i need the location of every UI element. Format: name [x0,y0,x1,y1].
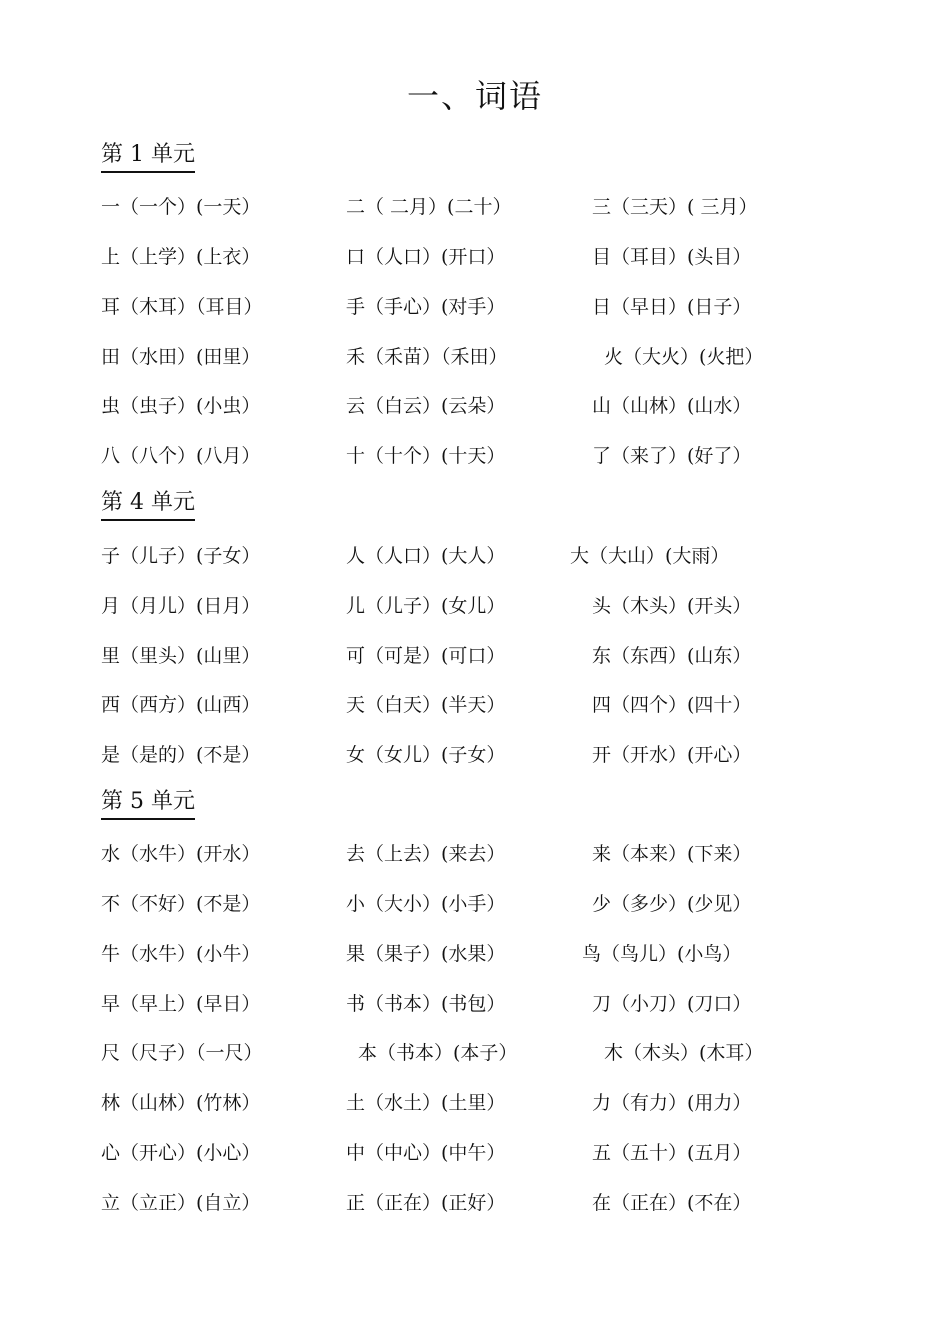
vocab-entry: 大（大山）(大雨） [570,545,730,567]
vocab-entry: 女（女儿）(子女） [346,744,506,766]
vocab-entry: 开（开水）(开心） [592,744,752,766]
vocab-row [0,939,950,969]
vocab-entry: 果（果子）(水果） [346,943,506,965]
vocab-entry: 牛（水牛）(小牛） [101,943,261,965]
vocab-entry: 小（大小）(小手） [346,893,506,915]
vocab-entry: 可（可是）(可口） [346,645,506,667]
vocab-entry: 是（是的）(不是） [101,744,261,766]
vocab-entry: 子（儿子）(子女） [101,545,261,567]
vocab-entry: 目（耳目）(头目） [592,246,752,268]
vocab-entry: 少（多少）(少见） [592,893,752,915]
page-title: 一、词语 [406,77,543,115]
vocab-entry: 月（月儿）(日月） [101,595,261,617]
vocab-entry: 了（来了）(好了） [592,445,752,467]
vocab-row [0,1188,950,1218]
vocab-entry: 手（手心）(对手） [346,296,506,318]
vocab-entry: 头（木头）(开头） [592,595,752,617]
vocab-row [0,889,950,919]
vocab-row [0,1138,950,1168]
vocab-entry: 立（立正）(自立） [101,1192,261,1214]
vocab-entry: 尺（尺子）（一尺） [101,1042,263,1064]
vocab-entry: 上（上学）(上衣） [101,246,261,268]
vocab-row [0,740,950,770]
vocab-entry: 耳（木耳）（耳目） [101,296,263,318]
vocab-entry: 西（西方）(山西） [101,694,261,716]
vocab-row [0,292,950,322]
vocab-entry: 三（三天）( 三月） [592,196,758,218]
vocab-row [0,591,950,621]
vocab-entry: 中（中心）(中午） [346,1142,506,1164]
vocab-entry: 心（开心）(小心） [101,1142,261,1164]
vocab-entry: 鸟（鸟儿）(小鸟） [582,943,742,965]
vocab-row [0,1038,950,1068]
vocab-row [0,441,950,471]
vocab-entry: 日（早日）(日子） [592,296,752,318]
vocab-row [0,839,950,869]
unit-heading: 第 1 单元 [101,140,195,173]
vocab-entry: 田（水田）(田里） [101,346,261,368]
vocab-entry: 里（里头）(山里） [101,645,261,667]
vocab-entry: 不（不好）(不是） [101,893,261,915]
vocab-entry: 木（木头）(木耳） [604,1042,764,1064]
vocab-row [0,242,950,272]
vocab-entry: 人（人口）(大人） [346,545,506,567]
vocab-entry: 四（四个）(四十） [592,694,752,716]
vocab-entry: 正（正在）(正好） [346,1192,506,1214]
unit-heading: 第 4 单元 [101,488,195,521]
vocab-entry: 在（正在）(不在） [592,1192,752,1214]
vocab-entry: 来（本来）(下来） [592,843,752,865]
vocab-entry: 东（东西）(山东） [592,645,752,667]
vocab-entry: 五（五十）(五月） [592,1142,752,1164]
vocab-entry: 儿（儿子）(女儿） [346,595,506,617]
vocab-entry: 土（水土）(土里） [346,1092,506,1114]
vocab-entry: 早（早上）(早日） [101,993,261,1015]
vocab-entry: 林（山林）(竹林） [101,1092,261,1114]
vocab-entry: 本（书本）(本子） [358,1042,518,1064]
vocab-entry: 刀（小刀）(刀口） [592,993,752,1015]
vocab-row [0,192,950,222]
vocab-entry: 力（有力）(用力） [592,1092,752,1114]
vocab-entry: 口（人口）(开口） [346,246,506,268]
vocab-entry: 山（山林）(山水） [592,395,752,417]
vocab-entry: 一（一个）(一天） [101,196,261,218]
vocab-entry: 虫（虫子）(小虫） [101,395,261,417]
vocab-row [0,541,950,571]
vocab-row [0,690,950,720]
vocab-row [0,342,950,372]
vocab-entry: 禾（禾苗）（禾田） [346,346,508,368]
vocab-entry: 十（十个）(十天） [346,445,506,467]
vocab-entry: 云（白云）(云朵） [346,395,506,417]
vocab-entry: 水（水牛）(开水） [101,843,261,865]
vocab-entry: 书（书本）(书包） [346,993,506,1015]
vocab-row [0,641,950,671]
vocab-entry: 天（白天）(半天） [346,694,506,716]
vocab-entry: 二（ 二月）(二十） [346,196,512,218]
vocab-entry: 去（上去）(来去） [346,843,506,865]
vocab-row [0,391,950,421]
vocab-row [0,989,950,1019]
vocab-row [0,1088,950,1118]
vocab-entry: 火（大火）(火把） [604,346,764,368]
vocab-entry: 八（八个）(八月） [101,445,261,467]
unit-heading: 第 5 单元 [101,787,195,820]
